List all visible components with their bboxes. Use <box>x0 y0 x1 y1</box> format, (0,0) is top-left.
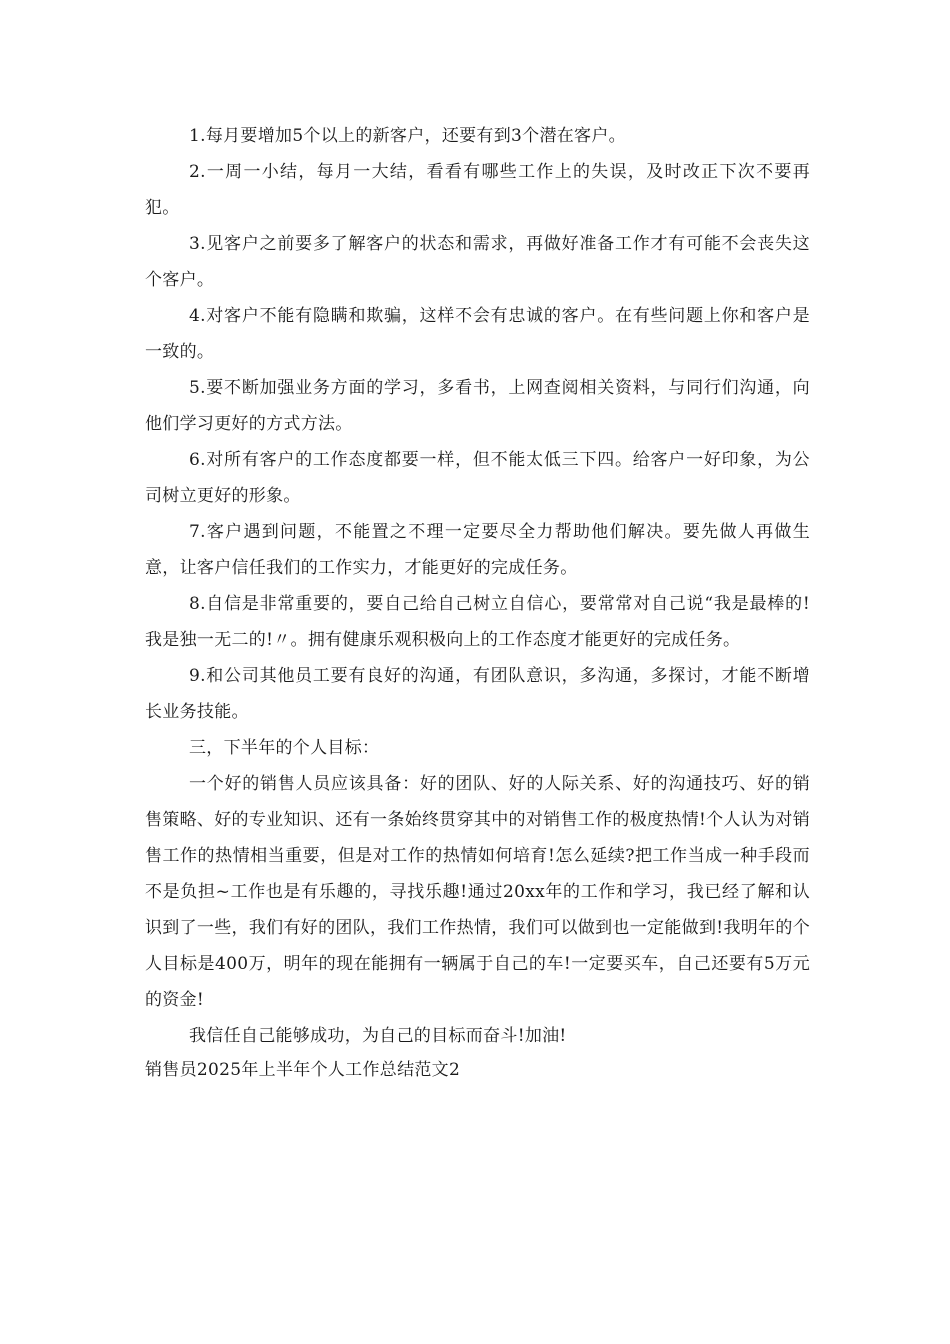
goal-item-7: 7.客户遇到问题，不能置之不理一定要尽全力帮助他们解决。要先做人再做生意，让客户信任我们的工作实力，才能更好的完成任务。 <box>145 522 810 578</box>
document-body <box>145 118 810 1086</box>
goal-item-3: 3.见客户之前要多了解客户的状态和需求，再做好准备工作才有可能不会丧失这个客户。 <box>145 234 810 290</box>
section-heading: 三，下半年的个人目标： <box>189 738 380 758</box>
goal-item-5: 5.要不断加强业务方面的学习，多看书，上网查阅相关资料，与同行们沟通，向他们学习更好的方式方法。 <box>145 378 810 434</box>
goal-item-9: 9.和公司其他员工要有良好的沟通，有团队意识，多沟通，多探讨，才能不断增长业务技能。 <box>145 666 810 722</box>
goal-item-6: 6.对所有客户的工作态度都要一样，但不能太低三下四。给客户一好印象，为公司树立更好的形象。 <box>145 450 810 506</box>
next-article-title: 销售员2025年上半年个人工作总结范文2 <box>145 1060 461 1080</box>
closing-line: 我信任自己能够成功，为自己的目标而奋斗!加油! <box>189 1026 567 1046</box>
goal-item-2: 2.一周一小结，每月一大结，看看有哪些工作上的失误，及时改正下次不要再犯。 <box>145 162 810 218</box>
goal-item-1: 1.每月要增加5个以上的新客户，还要有到3个潜在客户。 <box>189 126 626 146</box>
goal-item-4: 4.对客户不能有隐瞒和欺骗，这样不会有忠诚的客户。在有些问题上你和客户是一致的。 <box>145 306 810 362</box>
section-body: 一个好的销售人员应该具备：好的团队、好的人际关系、好的沟通技巧、好的销售策略、好的专业知识、还有一条始终贯穿其中的对销售工作的极度热情!个人认为对销售工作的热情相当重要，但是对工作的热情如何培育!怎么延续?把工作当成一种手段而不是负担~工作也是有乐趣的，寻找乐趣!通过20xx年的工作和学习，我已经了解和认识到了一些，我们有好的团队，我们工作热情，我们可以做到也一定能做到!我明年的个人目标是400万，明年的现在能拥有一辆属于自己的车!一定要买车，自己还要有5万元的资金! <box>145 774 810 1010</box>
goal-item-8: 8.自信是非常重要的，要自己给自己树立自信心，要常常对自己说“我是最棒的!我是独一无二的!〃。拥有健康乐观积极向上的工作态度才能更好的完成任务。 <box>145 594 810 650</box>
